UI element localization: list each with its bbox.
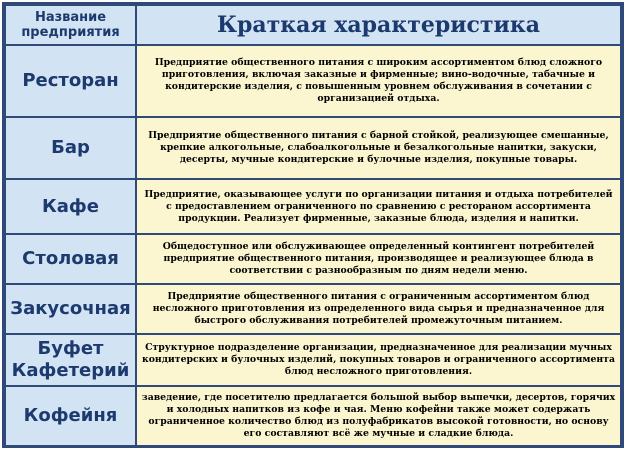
table-header-row bbox=[5, 5, 621, 45]
table-row bbox=[5, 117, 621, 179]
row-name-cafe: Кафе bbox=[5, 179, 136, 234]
row-description-cafe bbox=[136, 179, 621, 234]
enterprise-table-frame bbox=[2, 2, 624, 448]
table-row bbox=[5, 45, 621, 117]
description-text: Общедоступное или обслуживающее определенный контингент потребителей предприятие общественного питания, производящее и реализующее блюда в соответствии с разнообразным по дням недели меню. bbox=[162, 241, 595, 276]
row-name-canteen: Столовая bbox=[5, 234, 136, 284]
row-description-canteen bbox=[136, 234, 621, 284]
row-name-coffee-house: Кофейня bbox=[5, 386, 136, 446]
enterprise-table bbox=[4, 4, 622, 447]
row-description-bar bbox=[136, 117, 621, 179]
row-name-buffet-cafeteria: Буфет Кафетерий bbox=[5, 334, 136, 386]
row-name-restaurant: Ресторан bbox=[5, 45, 136, 117]
row-description-coffee-house bbox=[136, 386, 621, 446]
table-row bbox=[5, 386, 621, 446]
description-text: Предприятие общественного питания с широким ассортиментом блюд сложного приготовления, включая заказные и фирменные; вино-водочные, табачные и кондитерские изделия, с повышенным уровнем обслуживания в сочетании с организацией отдыха. bbox=[154, 57, 603, 104]
table-row bbox=[5, 234, 621, 284]
row-description-restaurant bbox=[136, 45, 621, 117]
header-enterprise-name: Название предприятия bbox=[5, 5, 136, 45]
description-text: Предприятие общественного питания с барной стойкой, реализующее смешанные, крепкие алкогольные, слабоалкогольные и безалкогольные напитки, закуски, десерты, мучные кондитерские и булочные изделия, покупные товары. bbox=[148, 130, 609, 165]
description-text: Предприятие общественного питания с ограниченным ассортиментом блюд несложного приготовления из определенного вида сырья и предназначенное для быстрого обслуживания потребителей промежуточным питанием. bbox=[152, 291, 605, 326]
description-text: Предприятие, оказывающее услуги по организации питания и отдыха потребителей с предоставлением ограниченного по сравнению с рестораном ассортимента продукции. Реализует фирменные, заказные блюда, изделия и напитки. bbox=[144, 188, 613, 224]
description-text: заведение, где посетителю предлагается большой выбор выпечки, десертов, горячих и холодных напитков из кофе и чая. Меню кофейни также может содержать ограниченное количество блюд из полуфабрикатов высокой готовности, но основу его составляют всё же мучные и сладкие блюда. bbox=[141, 392, 616, 439]
row-description-buffet-cafeteria bbox=[136, 334, 621, 386]
table-row bbox=[5, 179, 621, 234]
description-text: Структурное подразделение организации, предназначенное для реализации мучных кондитерских и булочных изделий, покупных товаров и ограниченного ассортимента блюд несложного приготовления. bbox=[142, 342, 615, 377]
row-name-snack-bar: Закусочная bbox=[5, 284, 136, 334]
table-row bbox=[5, 284, 621, 334]
row-description-snack-bar bbox=[136, 284, 621, 334]
header-short-description: Краткая характеристика bbox=[136, 5, 621, 45]
table-row bbox=[5, 334, 621, 386]
row-name-bar: Бар bbox=[5, 117, 136, 179]
